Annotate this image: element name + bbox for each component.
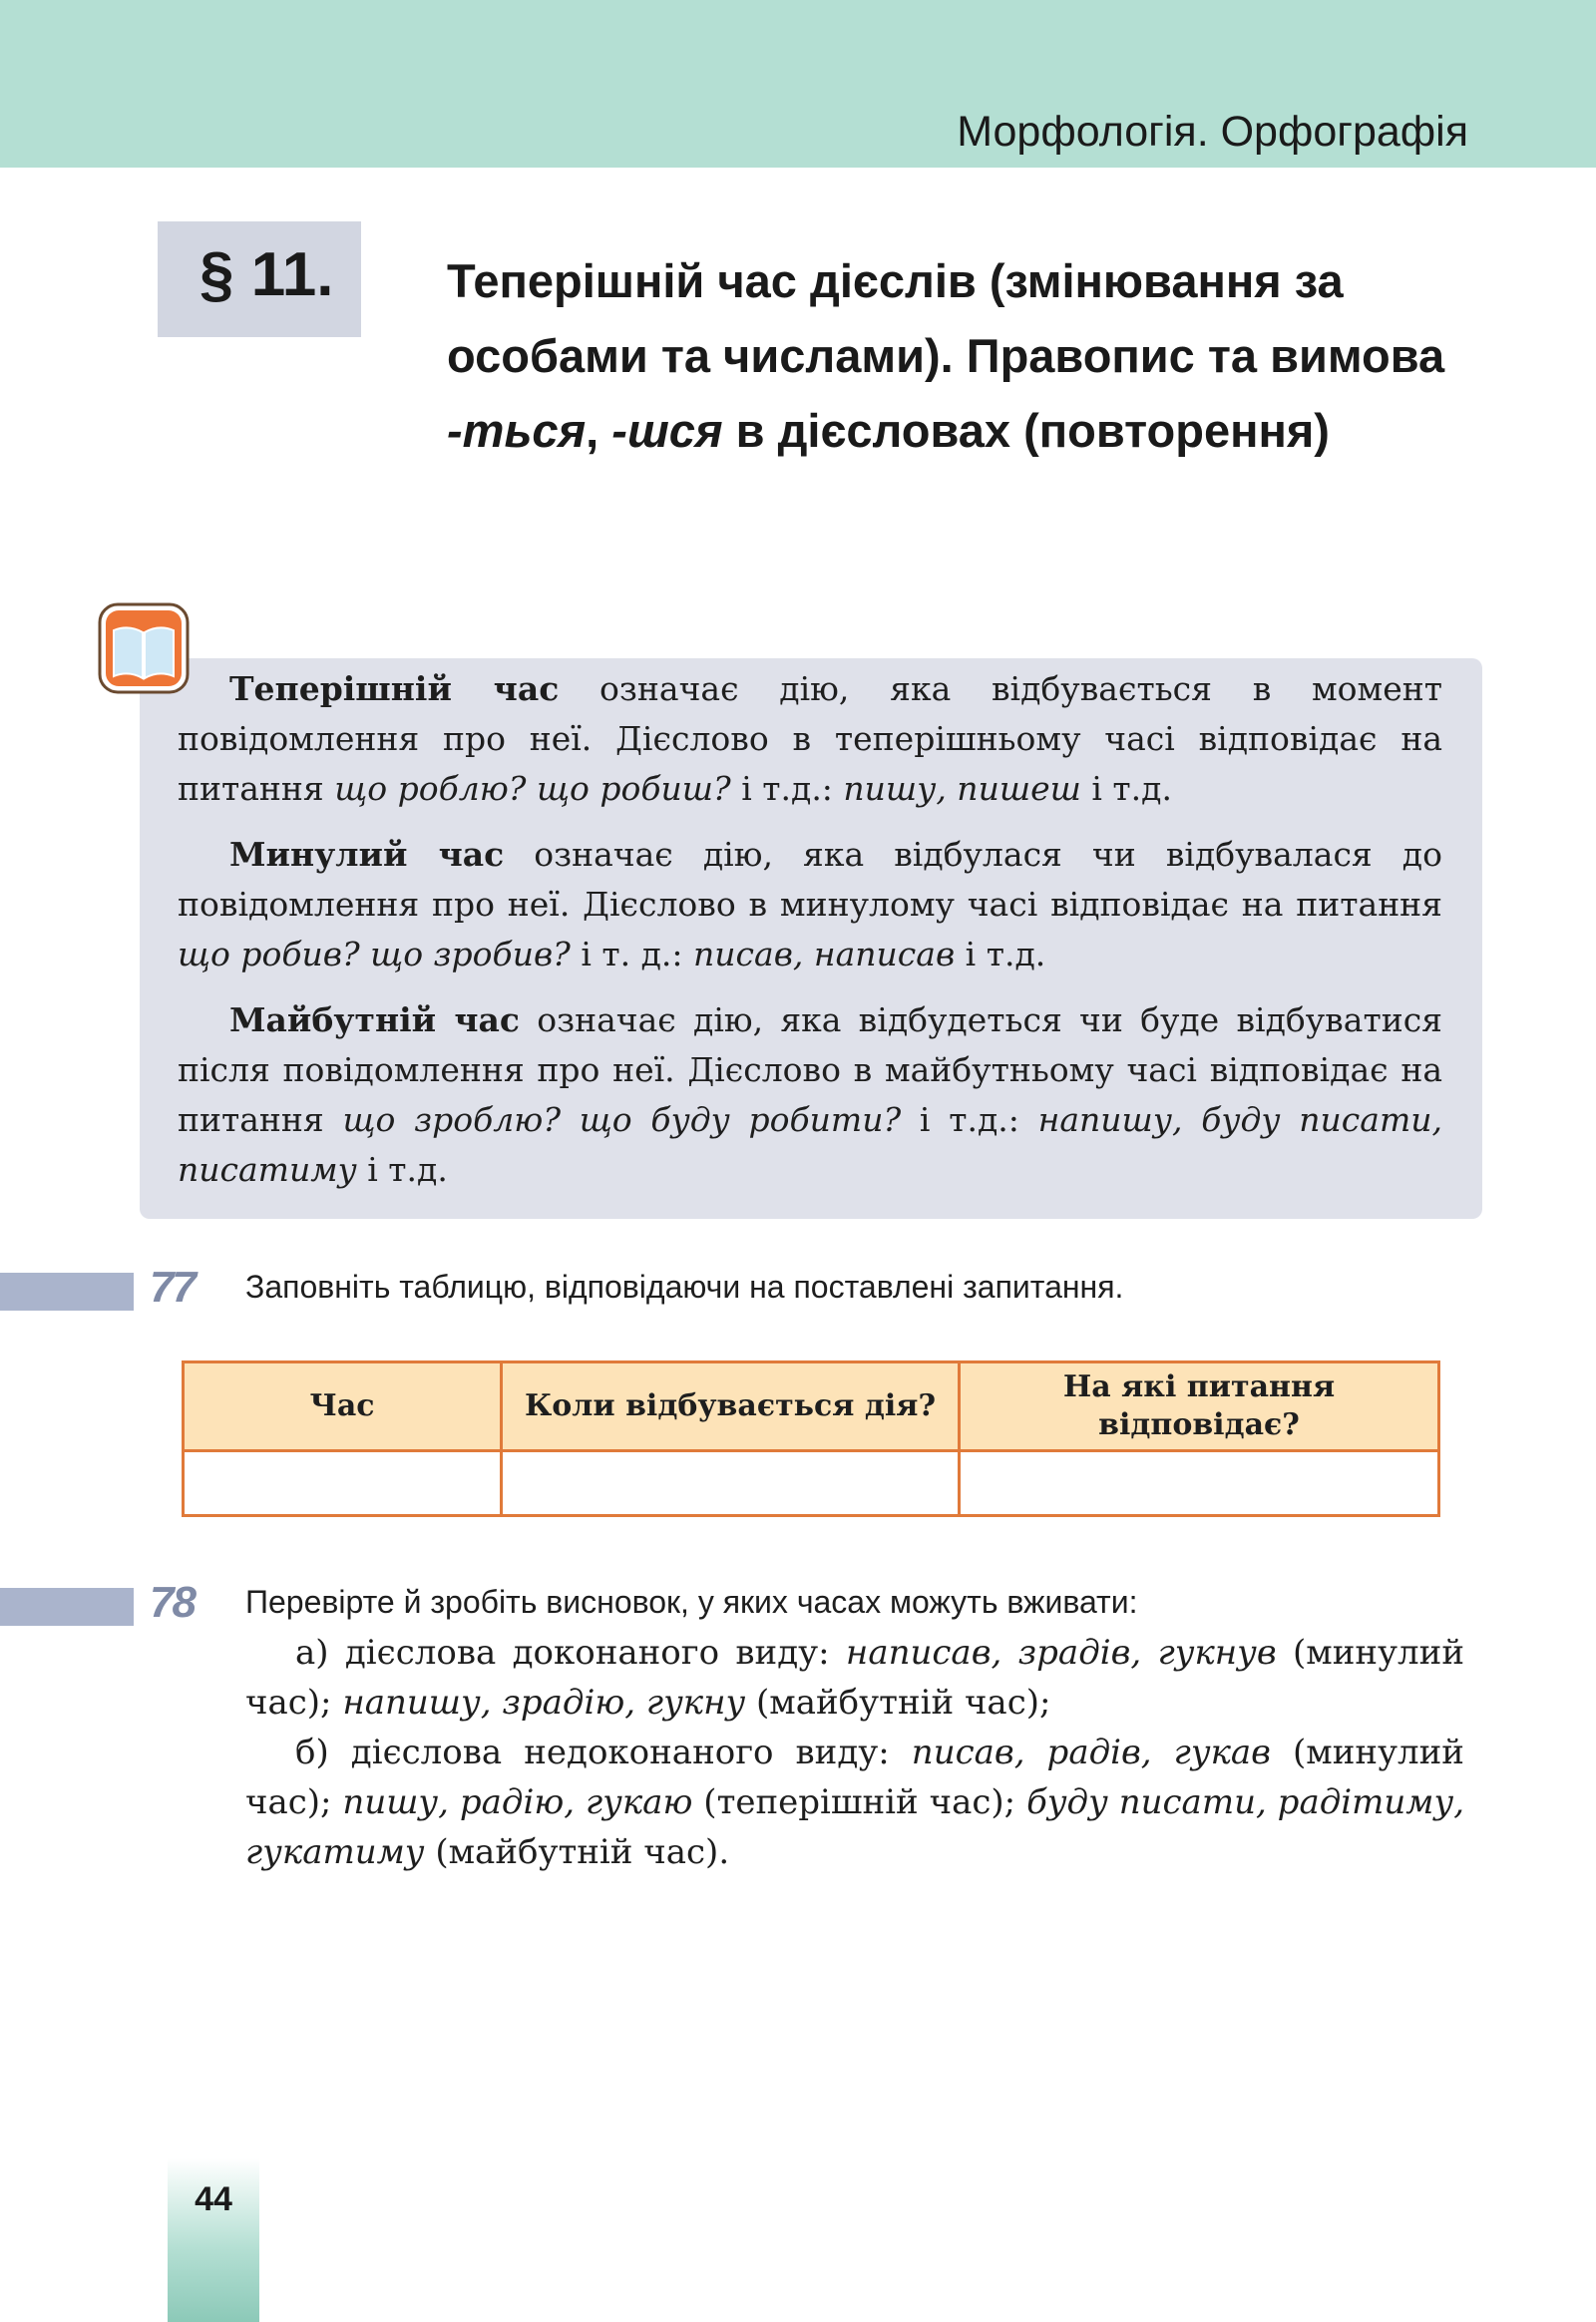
item-tense: (майбутній час); (745, 1683, 1051, 1723)
title-comma: , (586, 404, 612, 457)
item-examples: напишу, зрадію, гукну (342, 1683, 746, 1723)
item-lead: б) дієслова недоконаного виду: (295, 1733, 912, 1772)
title-suffix-shsya: -шся (611, 404, 723, 457)
connector-text: і т.д.: (730, 769, 844, 808)
exercise-78-item-a (245, 1628, 1464, 1728)
theory-past (178, 830, 1442, 979)
term-present: Теперішній час (229, 669, 560, 708)
table-header-questions: На які питання відповідає? (960, 1362, 1439, 1451)
table-row (184, 1451, 1439, 1516)
title-suffix-tsya: -ться (447, 404, 587, 457)
task-table (182, 1360, 1440, 1517)
ending-text: і т.д. (1080, 769, 1172, 808)
questions-text: що робив? що зробив? (178, 935, 571, 973)
item-tense: (теперішній час); (692, 1782, 1027, 1822)
theory-present (178, 664, 1442, 814)
exercise-77-prompt: Заповніть таблицю, відповідаючи на поставлені запитання. (245, 1269, 1124, 1305)
exercise-77-bar (0, 1273, 134, 1311)
section-title (447, 243, 1474, 468)
definition-text: означає дію, яка відбулася чи відбувалася до повідомлення про неї. Дієслово в минулому часі відповідає на питання (178, 835, 1442, 924)
exercise-78-bar (0, 1588, 134, 1626)
examples-text: пишу, пишеш (843, 769, 1081, 808)
title-text-end: в дієсловах (повторення) (722, 404, 1330, 457)
exercise-77-number: 77 (150, 1263, 195, 1312)
table-header-row (184, 1362, 1439, 1451)
term-past: Минулий час (229, 835, 505, 874)
title-text: Теперішній час дієслів (змінювання за особами та числами). Правопис та вимова (447, 254, 1445, 382)
definition-text: означає дію, яка відбудеться чи буде відбуватися після повідомлення про неї. Дієслово в майбутньому часі відповідає на питання (178, 1000, 1442, 1139)
table-header-when: Коли відбувається дія? (502, 1362, 960, 1451)
item-examples: буду писати, радітиму, гукатиму (245, 1782, 1464, 1872)
term-future: Майбутній час (229, 1000, 521, 1039)
ending-text: і т.д. (955, 935, 1046, 973)
section-number: § 11. (200, 240, 334, 309)
exercise-78-text (245, 1628, 1464, 1877)
page-number: 44 (195, 2180, 232, 2218)
exercise-78-item-b (245, 1728, 1464, 1877)
theory-future (178, 995, 1442, 1195)
item-examples: писав, радів, гукав (911, 1733, 1271, 1772)
table-cell-when[interactable] (502, 1451, 960, 1516)
table-cell-questions[interactable] (960, 1451, 1439, 1516)
table-cell-time[interactable] (184, 1451, 502, 1516)
theory-text (178, 664, 1442, 1211)
item-tense: (минулий час); (245, 1633, 1464, 1723)
examples-text: писав, написав (693, 935, 956, 973)
running-head: Морфологія. Орфографія (957, 108, 1468, 156)
exercise-78-prompt: Перевірте й зробіть висновок, у яких часах можуть вживати: (245, 1584, 1138, 1620)
exercise-78-number: 78 (150, 1578, 195, 1627)
questions-text: що роблю? що робиш? (334, 769, 731, 808)
connector-text: і т.д.: (901, 1100, 1038, 1139)
examples-text: напишу, буду писати, писатиму (178, 1100, 1442, 1189)
item-lead: а) дієслова доконаного виду: (295, 1633, 846, 1673)
table-header-time: Час (184, 1362, 502, 1451)
questions-text: що зроблю? що буду робити? (342, 1100, 902, 1139)
ending-text: і т.д. (356, 1150, 448, 1189)
item-tense: (минулий час); (245, 1733, 1464, 1822)
connector-text: і т. д.: (570, 935, 694, 973)
item-examples: пишу, радію, гукаю (342, 1782, 693, 1822)
item-examples: написав, зрадів, гукнув (845, 1633, 1277, 1673)
definition-text: означає дію, яка відбувається в момент повідомлення про неї. Дієслово в теперішньому часі відповідає на питання (178, 669, 1443, 808)
item-tense: (майбутній час). (424, 1832, 730, 1872)
